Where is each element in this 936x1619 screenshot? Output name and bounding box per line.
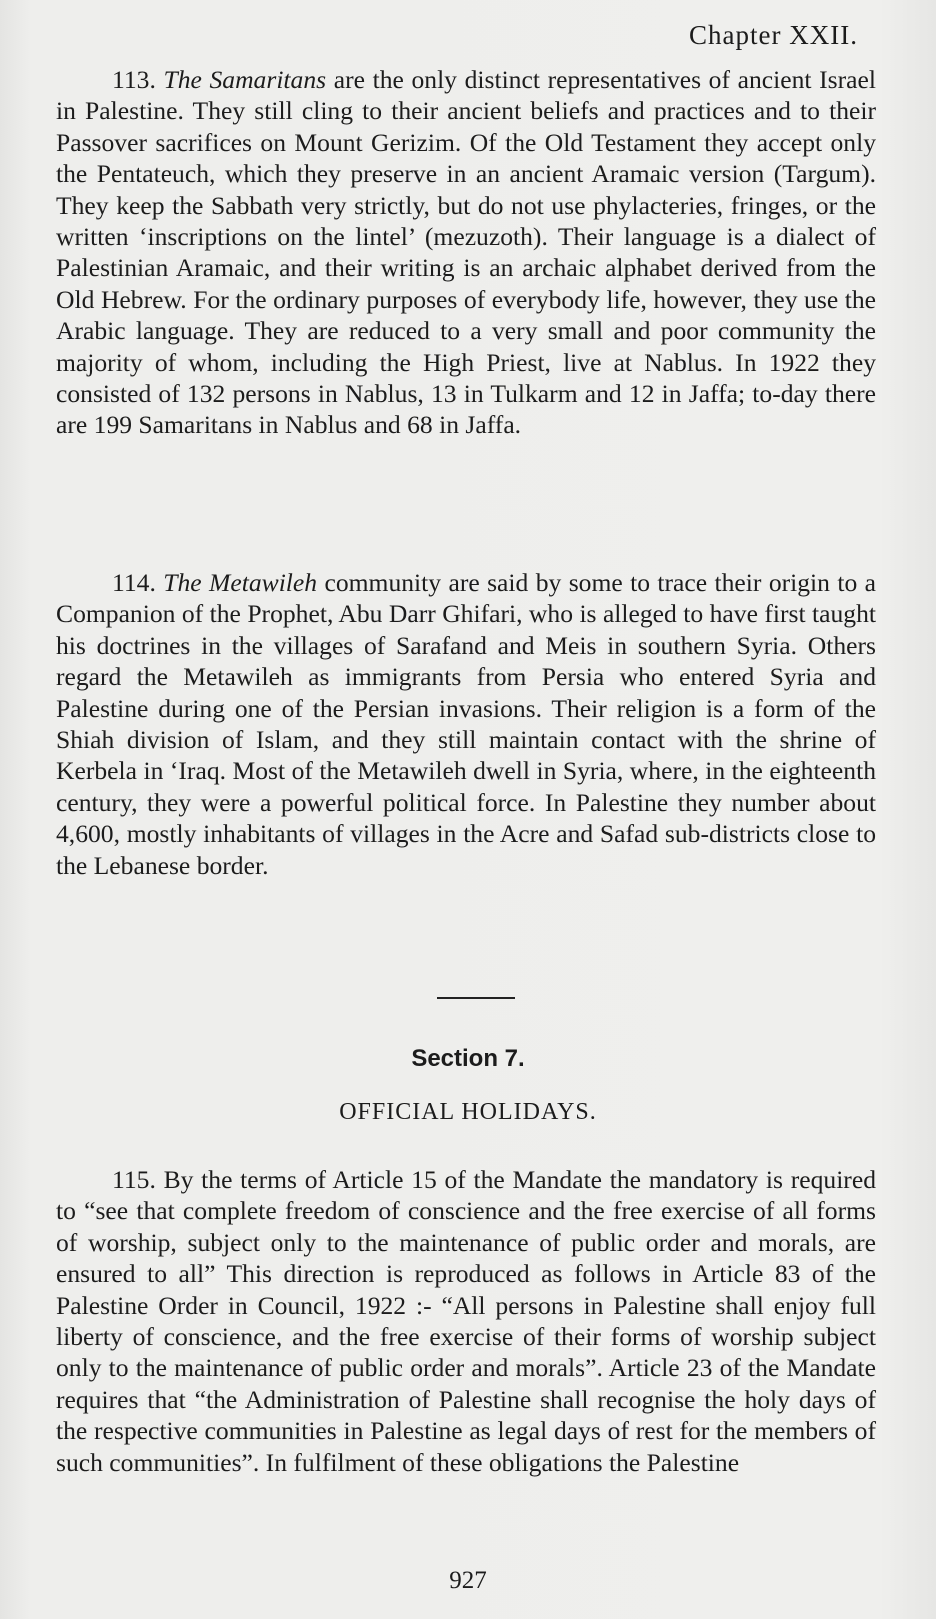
section-label: Section 7. — [411, 1045, 525, 1072]
paragraph-body: By the terms of Article 15 of the Mandate the mandatory is required to “see that complete freedom of conscience and the free exercise of all forms of worship, subject only to the maintenance of public order and morals, are ensured to all” This direction is reproduced as follows in Article 83 of the Palestine Order in Council, 1922 :- “All persons in Palestine shall enjoy full liberty of conscience, and the free exercise of their forms of worship subject only to the maintenance of public order and morals”. Article 23 of the Mandate requires that “the Administration of Palestine shall recognise the holy days of the respective communities in Palestine as legal days of rest for the members of such communities”. In fulfilment of these obligations the Palestine — [56, 1165, 876, 1477]
paragraph-number: 113. — [112, 65, 156, 94]
chapter-header: Chapter XXII. — [689, 20, 858, 50]
paragraph-body: community are said by some to trace their origin to a Companion of the Prophet, Abu Darr Ghifari, who is alleged to have first taught his doctrines in the villages of Sarafand and Meis in southern Syria. Others regard the Metawileh as immigrants from Persia who entered Syria and Palestine during one of the Persian invasions. Their religion is a form of the Shiah division of Islam, and they still maintain contact with the shrine of Kerbela in ‘Iraq. Most of the Metawileh dwell in Syria, where, in the eighteenth century, they were a powerful political force. In Palestine they number about 4,600, mostly inhabitants of villages in the Acre and Safad sub-districts close to the Lebanese border. — [56, 568, 877, 880]
paragraph-113 — [56, 64, 876, 441]
page-number: 927 — [449, 1567, 487, 1594]
paragraph-number: 114. — [112, 568, 156, 597]
paragraph-title: The Samaritans — [163, 65, 327, 94]
section-title: OFFICIAL HOLIDAYS. — [339, 1099, 597, 1125]
paragraph-115 — [56, 1164, 876, 1478]
paragraph-114 — [56, 567, 876, 881]
paragraph-body: are the only distinct representatives of ancient Israel in Palestine. They still cling to their ancient beliefs and practices and to their Passover sacrifices on Mount Gerizim. Of the Old Testament they accept only the Pentateuch, which they preserve in an ancient Aramaic version (Targum). They keep the Sabbath very strictly, but do not use phylacteries, fringes, or the written ‘inscriptions on the lintel’ (mezuzoth). Their language is a dialect of Palestinian Aramaic, and their writing is an archaic alphabet derived from the Old Hebrew. For the ordinary purposes of everybody life, however, they use the Arabic language. They are reduced to a very small and poor community the majority of whom, including the High Priest, live at Nablus. In 1922 they consisted of 132 persons in Nablus, 13 in Tulkarm and 12 in Jaffa; to-day there are 199 Samaritans in Nablus and 68 in Jaffa. — [56, 65, 876, 440]
paragraph-title: The Metawileh — [163, 568, 318, 597]
section-divider — [437, 997, 515, 999]
paragraph-number: 115. — [112, 1165, 156, 1194]
